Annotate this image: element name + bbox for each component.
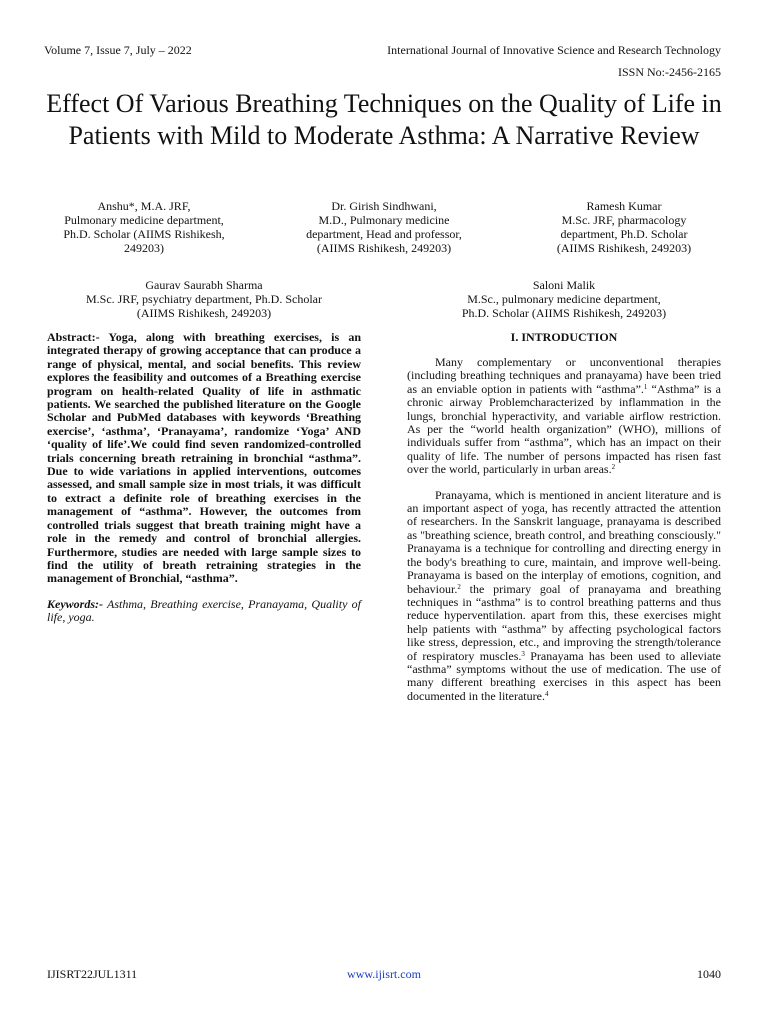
left-column	[47, 331, 361, 625]
author-line: M.Sc. JRF, psychiatry department, Ph.D. Scholar	[85, 292, 322, 306]
author-line: (AIIMS Rishikesh, 249203)	[556, 241, 692, 255]
author-2	[284, 199, 484, 255]
author-line: department, Ph.D. Scholar	[560, 227, 688, 241]
author-line: Dr. Girish Sindhwani,	[331, 199, 437, 213]
author-line: Ph.D. Scholar (AIIMS Rishikesh,	[63, 227, 225, 241]
abstract-text: Yoga, along with breathing exercises, is an integrated therapy of growing acceptance that can produce a range of physical, mental, and social benefits. This review explores the feasibility and outcomes of a Breathing exercise program on health-related Quality of life in asthmatic patients. We searched the published literature on the Google Scholar and PubMed databases with keywords ‘Breathing exercise’, ‘asthma’, ‘Pranayama’, randomize ‘Yoga’ AND ‘quality of life’.We could find seven randomized-controlled trials concerning breath retraining in bronchial “asthma”. Due to wide variations in applied interventions, outcomes assessed, and small sample size in most trials, it was difficult to extract a definite role of breathing exercises in the management of “asthma”. However, the outcomes from controlled trials suggest that breath training might have a role in the remedy and control of bronchial allergies. Furthermore, studies are needed with large sample sizes to find the utility of breath retraining strategies in the management of Bronchial, “asthma”.	[47, 330, 361, 586]
author-5	[414, 278, 714, 320]
reference-marker: 3	[521, 649, 525, 658]
volume-issue: Volume 7, Issue 7, July – 2022	[44, 43, 192, 57]
keywords-text: Asthma, Breathing exercise, Pranayama, Quality of life, yoga.	[47, 596, 361, 625]
intro-paragraph-1	[407, 356, 721, 477]
author-line: M.Sc. JRF, pharmacology	[561, 213, 687, 227]
keywords	[47, 598, 361, 625]
section-heading-introduction: I. INTRODUCTION	[510, 330, 618, 344]
author-3	[524, 199, 724, 255]
author-line: M.Sc., pulmonary medicine department,	[467, 292, 661, 306]
paragraph-text: the primary goal of pranayama and breathing techniques in “asthma” is to control breathing patterns and thus reduce hyperventilation. apart from this, these exercises might help patients with “asthma” by affecting psychological factors like stress, depression, etc., and improving the strength/tolerance of respiratory muscles.	[407, 581, 721, 663]
paragraph-text: Pranayama has been used to alleviate “asthma” symptoms without the use of medication. The use of many different breathing exercises in this aspect has been documented in the literature.	[407, 648, 721, 703]
journal-website-link[interactable]: www.ijisrt.com	[347, 967, 421, 981]
paragraph-text: Many complementary or unconventional therapies (including breathing techniques and pranayama) have been tried as an enviable option in patients with “asthma”.	[407, 355, 721, 396]
reference-marker: 2	[457, 582, 461, 591]
author-line: 249203)	[124, 241, 164, 255]
paper-title: Effect Of Various Breathing Techniques on the Quality of Life in Patients with Mild to Moderate Asthma: A Narrative Review	[46, 89, 722, 150]
author-line: department, Head and professor,	[306, 227, 462, 241]
abstract	[47, 331, 361, 586]
right-column	[407, 331, 721, 715]
paragraph-text: Pranayama, which is mentioned in ancient literature and is an important aspect of yoga, has recently attracted the attention of researchers. In the Sanskrit language, pranayama is described as "breathing science, breath control, and breathing consciously." Pranayama is a technique for controlling and directing energy in the body's breathing to cure, maintain, and improve well-being. Pranayama is based on the interplay of emotions, cognition, and behaviour.	[407, 487, 721, 596]
author-line: Ramesh Kumar	[586, 199, 662, 213]
reference-marker: 2	[611, 463, 616, 472]
author-line: Saloni Malik	[532, 278, 596, 292]
author-1	[44, 199, 244, 255]
reference-marker: 1	[643, 382, 648, 391]
page-number: 1040	[697, 967, 721, 981]
author-line: Pulmonary medicine department,	[64, 213, 224, 227]
issn: ISSN No:-2456-2165	[617, 65, 721, 79]
abstract-label: Abstract:-	[47, 330, 100, 344]
author-line: Ph.D. Scholar (AIIMS Rishikesh, 249203)	[461, 306, 667, 320]
author-4	[54, 278, 354, 320]
reference-marker: 4	[544, 689, 549, 698]
intro-paragraph-2	[407, 489, 721, 704]
author-line: Gaurav Saurabh Sharma	[145, 278, 263, 292]
journal-name: International Journal of Innovative Science and Research Technology	[387, 43, 721, 57]
author-line: Anshu*, M.A. JRF,	[97, 199, 191, 213]
paragraph-text: “Asthma” is a chronic airway Problemcharacterized by inflammation in the lungs, bronchial hyperactivity, and variable airflow restriction. As per the “world health organization” (WHO), millions of individuals suffer from “asthma”, which has an impact on their quality of life. The number of persons impacted has risen fast over the world, particularly in urban areas.	[407, 381, 721, 477]
author-line: M.D., Pulmonary medicine	[318, 213, 450, 227]
paper-code: IJISRT22JUL1311	[47, 967, 138, 981]
author-line: (AIIMS Rishikesh, 249203)	[316, 241, 452, 255]
author-line: (AIIMS Rishikesh, 249203)	[136, 306, 272, 320]
keywords-label: Keywords:-	[47, 596, 103, 611]
